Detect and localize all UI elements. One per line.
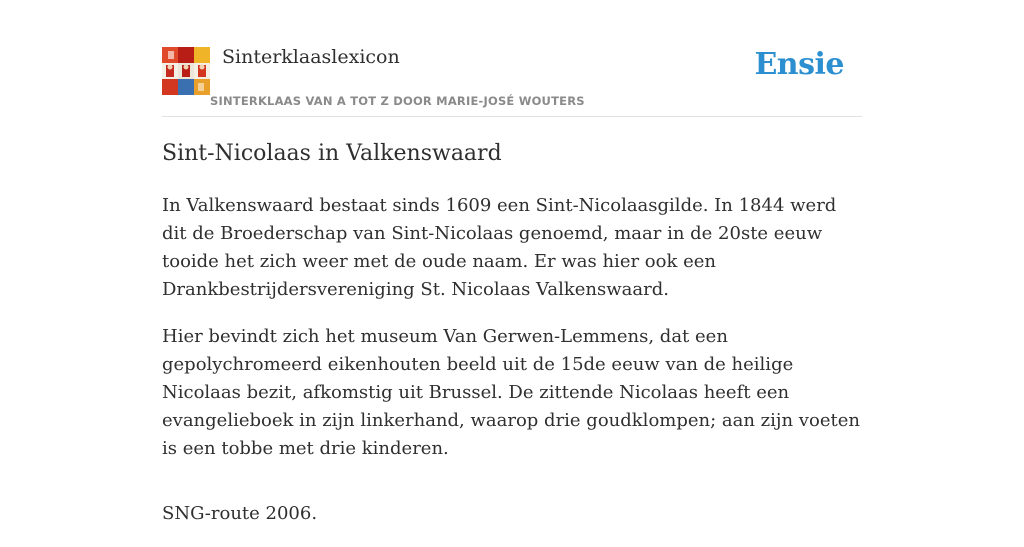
ensie-logo[interactable]: Ensie <box>754 47 844 82</box>
entry-title: Sint-Nicolaas in Valkenswaard <box>162 141 502 166</box>
entry-source-note: SNG-route 2006. <box>162 503 318 524</box>
sinterklaas-collage-icon <box>162 47 210 95</box>
site-tagline: SINTERKLAAS VAN A TOT Z DOOR MARIE-JOSÉ WOUTERS <box>210 94 585 108</box>
site-header <box>162 0 862 117</box>
page <box>162 0 862 524</box>
site-avatar[interactable] <box>162 47 210 95</box>
site-title[interactable]: Sinterklaaslexicon <box>222 46 400 68</box>
entry-paragraph: In Valkenswaard bestaat sinds 1609 een Sint-Nicolaasgilde. In 1844 werd dit de Broederschap van Sint-Nicolaas genoemd, maar in de 20ste eeuw tooide het zich weer met de oude naam. Er was hier ook een Drankbestrijdersvereniging St. Nicolaas Valkenswaard. <box>162 195 837 300</box>
entry-body <box>162 192 862 547</box>
entry-paragraph: Hier bevindt zich het museum Van Gerwen-Lemmens, dat een gepolychromeerd eikenhouten beeld uit de 15de eeuw van de heilige Nicolaas bezit, afkomstig uit Brussel. De zittende Nicolaas heeft een evangelieboek in zijn linkerhand, waarop drie goudklompen; aan zijn voeten is een tobbe met drie kinderen. <box>162 326 860 459</box>
